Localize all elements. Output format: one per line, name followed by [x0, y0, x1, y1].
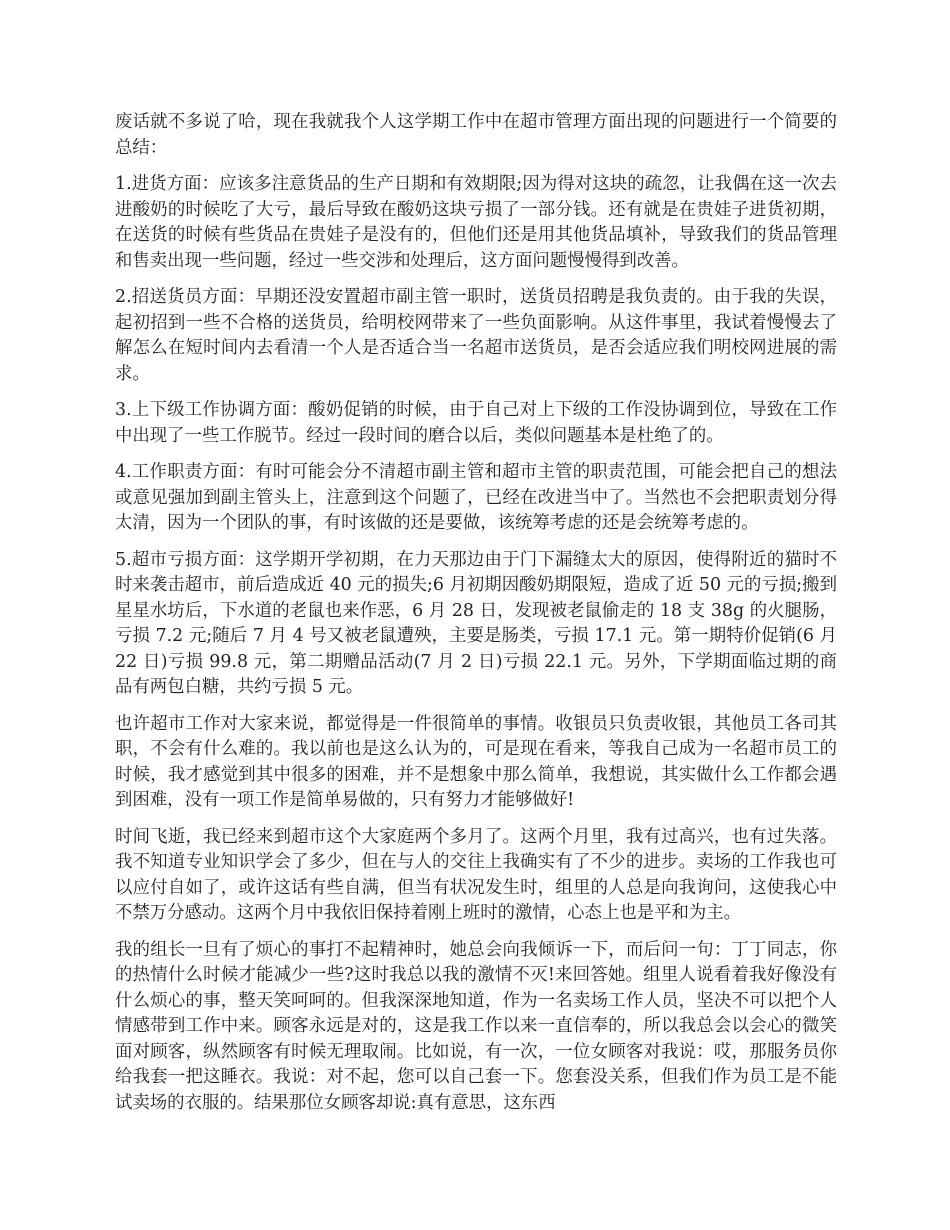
paragraph-job-duties: 4.工作职责方面：有时可能会分不清超市副主管和超市主管的职责范围，可能会把自己的想法或意见强加到副主管头上，注意到这个问题了，已经在改进当中了。当然也不会把职责划分得太清，因为一个团队的事，有时该做的还是要做，该统筹考虑的还是会统筹考虑的。 [115, 462, 837, 533]
paragraph-time-flies: 时间飞逝，我已经来到超市这个大家庭两个多月了。这两个月里，我有过高兴，也有过失落。我不知道专业知识学会了多少，但在与人的交往上我确实有了不少的进步。卖场的工作我也可以应付自如了，或许这话有些自满，但当有状况发生时，组里的人总是向我询问，这使我心中不禁万分感动。这两个月中我依旧保持着刚上班时的激情，心态上也是平和为主。 [115, 826, 837, 923]
paragraph-team-leader: 我的组长一旦有了烦心的事打不起精神时，她总会向我倾诉一下，而后问一句：丁丁同志，你的热情什么时候才能减少一些?这时我总以我的激情不灭!来回答她。组里人说看着我好像没有什么烦心的事，整天笑呵呵的。但我深深地知道，作为一名卖场工作人员，坚决不可以把个人情感带到工作中来。顾客永远是对的，这是我工作以来一直信奉的，所以我总会以会心的微笑面对顾客，纵然顾客有时候无理取闹。比如说，有一次，一位女顾客对我说：哎，那服务员你给我套一把这睡衣。我说：对不起，您可以自己套一下。您套没关系，但我们作为员工是不能试卖场的衣服的。结果那位女顾客却说:真有意思，这东西 [115, 939, 837, 1113]
intro-paragraph: 废话就不多说了哈，现在我就我个人这学期工作中在超市管理方面出现的问题进行一个简要的总结： [115, 112, 837, 158]
document-body [115, 110, 837, 1127]
paragraph-purchasing: 1.进货方面：应该多注意货品的生产日期和有效期限;因为得对这块的疏忽，让我偶在这一次去进酸奶的时候吃了大亏，最后导致在酸奶这块亏损了一部分钱。还有就是在贵娃子进货初期，在送货的时候有些货品在贵娃子是没有的，但他们还是用其他货品填补，导致我们的货品管理和售卖出现一些问题，经过一些交涉和处理后，这方面问题慢慢得到改善。 [115, 174, 837, 271]
paragraph-losses: 5.超市亏损方面：这学期开学初期，在力天那边由于门下漏缝太大的原因，使得附近的猫时不时来袭击超市，前后造成近 40 元的损失;6 月初期因酸奶期限短，造成了近 50 元的亏损;搬到星星水坊后，下水道的老鼠也来作恶，6 月 28 日，发现被老鼠偷走的 18 支 38g 的火腿肠，亏损 7.2 元;随后 7 月 4 号又被老鼠遭殃，主要是肠类，亏损 17.1 元。第一期特价促销(6 月 22 日)亏损 99.8 元，第二期赠品活动(7 月 2 日)亏损 22.1 元。另外，下学期面临过期的商品有两包白糖，共约亏损 5 元。 [115, 549, 837, 697]
paragraph-coordination: 3.上下级工作协调方面：酸奶促销的时候，由于自己对上下级的工作没协调到位，导致在工作中出现了一些工作脱节。经过一段时间的磨合以后，类似问题基本是杜绝了的。 [115, 400, 837, 446]
paragraph-work-difficulty: 也许超市工作对大家来说，都觉得是一件很简单的事情。收银员只负责收银，其他员工各司其职，不会有什么难的。我以前也是这么认为的，可是现在看来，等我自己成为一名超市员工的时候，我才感觉到其中很多的困难，并不是想象中那么简单，我想说，其实做什么工作都会遇到困难，没有一项工作是简单易做的，只有努力才能够做好! [115, 713, 837, 810]
paragraph-delivery-staff: 2.招送货员方面：早期还没安置超市副主管一职时，送货员招聘是我负责的。由于我的失误，起初招到一些不合格的送货员，给明校网带来了一些负面影响。从这件事里，我试着慢慢去了解怎么在短时间内去看清一个人是否适合当一名超市送货员，是否会适应我们明校网进展的需求。 [115, 287, 837, 384]
